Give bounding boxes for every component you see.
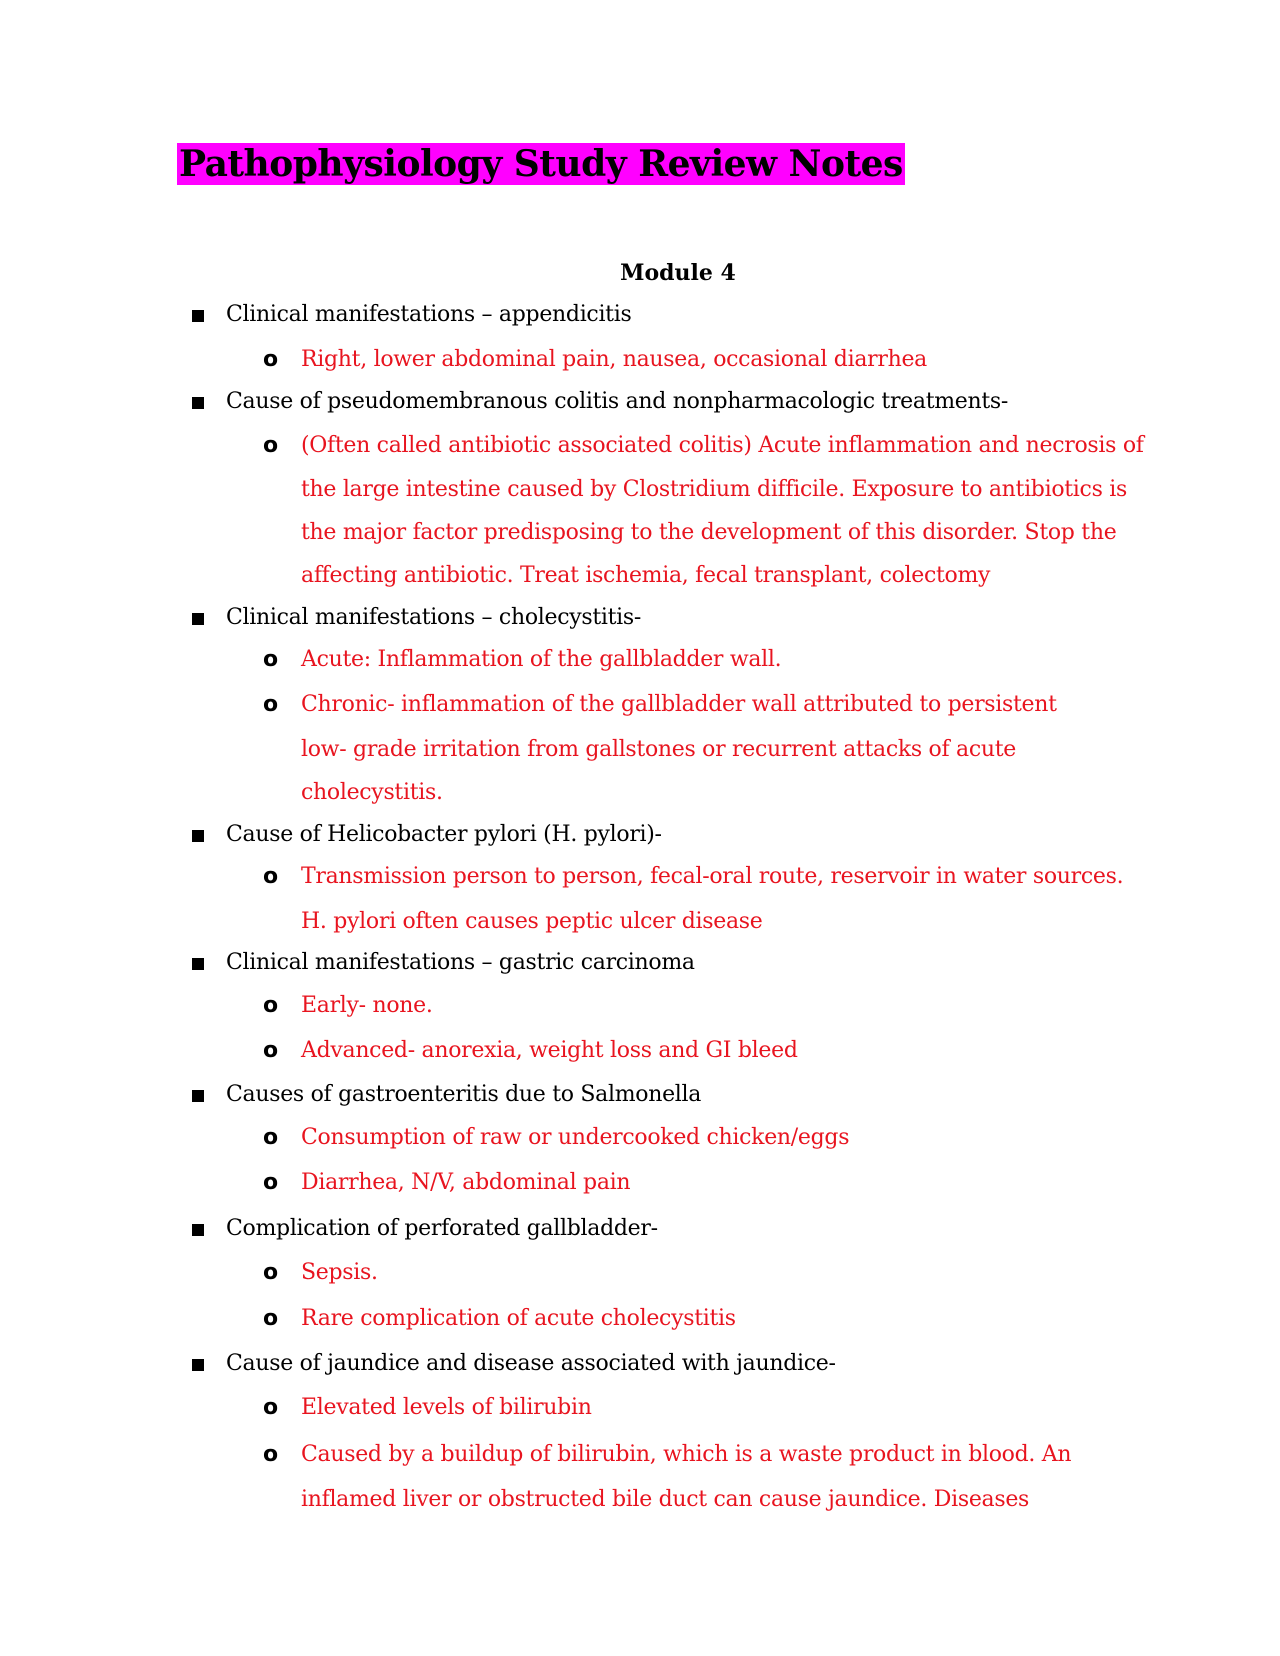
square-bullet-icon <box>192 613 204 625</box>
square-bullet-icon <box>192 958 204 970</box>
circle-bullet-icon: o <box>263 347 279 372</box>
square-bullet-icon <box>192 1359 204 1371</box>
circle-bullet-icon: o <box>263 993 279 1018</box>
answer-text: inflamed liver or obstructed bile duct can cause jaundice. Diseases <box>301 1487 1030 1512</box>
answer-text: Transmission person to person, fecal-oral route, reservoir in water sources. <box>301 864 1124 889</box>
answer-text: (Often called antibiotic associated colitis) Acute inflammation and necrosis of <box>301 433 1144 458</box>
answer-text: Advanced- anorexia, weight loss and GI bleed <box>301 1038 798 1063</box>
square-bullet-icon <box>192 1224 204 1236</box>
question-text: Complication of perforated gallbladder- <box>226 1216 658 1241</box>
question-text: Clinical manifestations – cholecystitis- <box>226 605 642 630</box>
circle-bullet-icon: o <box>263 1306 279 1331</box>
square-bullet-icon <box>192 1090 204 1102</box>
answer-text: affecting antibiotic. Treat ischemia, fecal transplant, colectomy <box>301 563 991 588</box>
circle-bullet-icon: o <box>263 433 279 458</box>
answer-text: Right, lower abdominal pain, nausea, occasional diarrhea <box>301 347 927 372</box>
answer-text: Caused by a buildup of bilirubin, which is a waste product in blood. An <box>301 1442 1072 1467</box>
answer-text: Consumption of raw or undercooked chicken/eggs <box>301 1125 850 1150</box>
answer-text: Chronic- inflammation of the gallbladder wall attributed to persistent <box>301 692 1057 717</box>
question-text: Clinical manifestations – appendicitis <box>226 302 632 327</box>
document-title: Pathophysiology Study Review Notes <box>179 143 903 185</box>
question-text: Cause of jaundice and disease associated with jaundice- <box>226 1351 836 1376</box>
answer-text: Early- none. <box>301 993 433 1018</box>
answer-text: the large intestine caused by Clostridium difficile. Exposure to antibiotics is <box>301 477 1127 502</box>
square-bullet-icon <box>192 310 204 322</box>
answer-text: Acute: Inflammation of the gallbladder wall. <box>301 647 782 672</box>
square-bullet-icon <box>192 830 204 842</box>
circle-bullet-icon: o <box>263 1395 279 1420</box>
answer-text: Rare complication of acute cholecystitis <box>301 1306 736 1331</box>
circle-bullet-icon: o <box>263 1125 279 1150</box>
circle-bullet-icon: o <box>263 692 279 717</box>
question-text: Cause of pseudomembranous colitis and nonpharmacologic treatments- <box>226 389 1009 414</box>
answer-text: low- grade irritation from gallstones or recurrent attacks of acute <box>301 737 1017 762</box>
answer-text: the major factor predisposing to the development of this disorder. Stop the <box>301 520 1117 545</box>
answer-text: Elevated levels of bilirubin <box>301 1395 592 1420</box>
circle-bullet-icon: o <box>263 1260 279 1285</box>
circle-bullet-icon: o <box>263 864 279 889</box>
circle-bullet-icon: o <box>263 647 279 672</box>
answer-text: cholecystitis. <box>301 780 443 805</box>
answer-text: Diarrhea, N/V, abdominal pain <box>301 1170 631 1195</box>
circle-bullet-icon: o <box>263 1038 279 1063</box>
circle-bullet-icon: o <box>263 1442 279 1467</box>
question-text: Cause of Helicobacter pylori (H. pylori)- <box>226 822 662 847</box>
circle-bullet-icon: o <box>263 1170 279 1195</box>
answer-text: Sepsis. <box>301 1260 378 1285</box>
question-text: Clinical manifestations – gastric carcinoma <box>226 950 695 975</box>
module-heading: Module 4 <box>620 260 736 286</box>
answer-text: H. pylori often causes peptic ulcer disease <box>301 909 763 934</box>
square-bullet-icon <box>192 397 204 409</box>
question-text: Causes of gastroenteritis due to Salmonella <box>226 1082 702 1107</box>
